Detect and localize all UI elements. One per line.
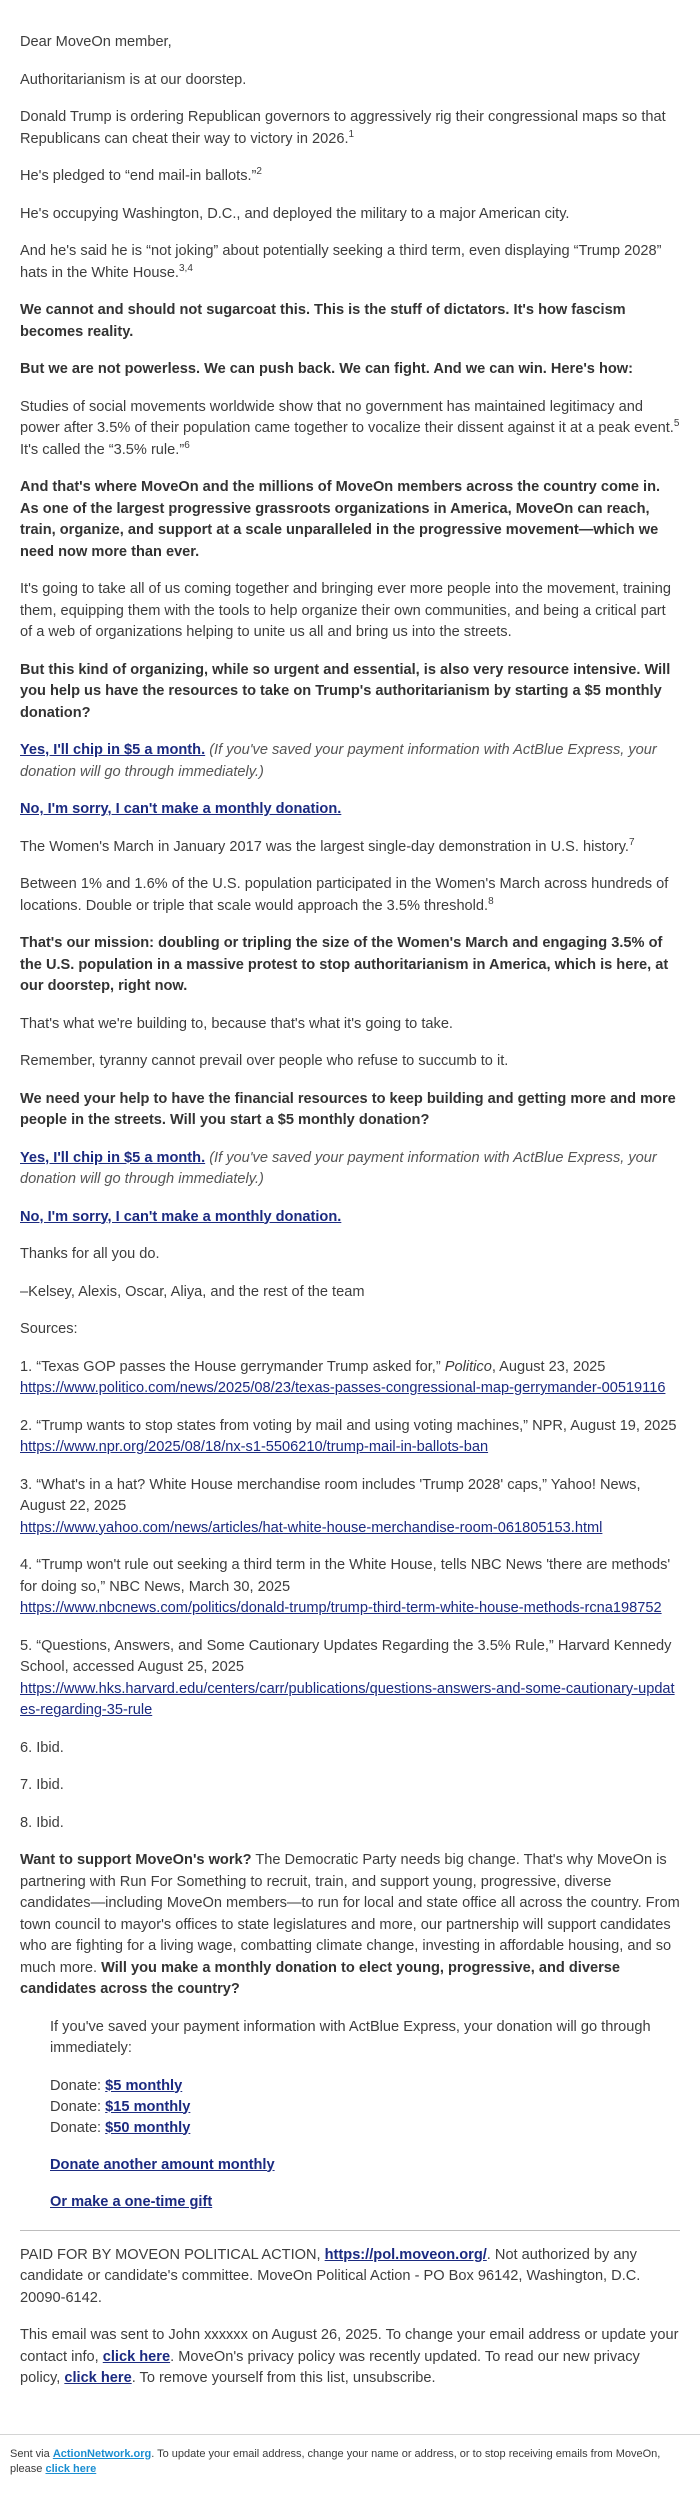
paragraph-financial-ask: We need your help to have the financial resources to keep building and getting more and more people in the streets. Will you start a $5 monthly donation? <box>20 1090 676 1128</box>
source-item: 5. “Questions, Answers, and Some Cautionary Updates Regarding the 3.5% Rule,” Harvard Kennedy School, accessed August 25, 2025 https://www.hks.harvard.edu/centers/carr/publications/questions-answers-and-some-cautionary-updates-regarding-35-rule <box>20 1637 675 1718</box>
paragraph-studies: Studies of social movements worldwide show that no government has maintained legitimacy and power after 3.5% of their population came together to vocalize their dissent against it at a peak event.$^5$ It's called the “3.5% rule.”$^6$ <box>20 398 680 458</box>
source-item: 1. “Texas GOP passes the House gerrymander Trump asked for,” Politico, August 23, 2025 https://www.politico.com/news/2025/08/23/texas-passes-congressional-map-gerrymander-00519116 <box>20 1358 666 1396</box>
donate-row: Donate: $5 monthly <box>50 2077 183 2094</box>
source-link[interactable]: https://www.nbcnews.com/politics/donald-trump/trump-third-term-white-house-methods-rcna198752 <box>20 1600 662 1616</box>
source-item: 8. Ibid. <box>20 1814 64 1831</box>
source-item: 2. “Trump wants to stop states from voting by mail and using voting machines,” NPR, August 19, 2025 https://www.npr.org/2025/08/18/nx-s1-5506210/trump-mail-in-ballots-ban <box>20 1417 677 1455</box>
donate-row: Donate: $50 monthly <box>50 2119 191 2136</box>
donate-note: If you've saved your payment information with ActBlue Express, your donation will go through immediately: <box>50 2018 651 2056</box>
one-time-row <box>50 2192 680 2214</box>
footnote-ref: 2 <box>256 166 262 178</box>
footer: Sent via ActionNetwork.org. To update your email address, change your name or address, or to stop receiving emails from MoveOn, please click here <box>0 2434 700 2497</box>
paragraph-tyranny: Remember, tyranny cannot prevail over people who refuse to succumb to it. <box>20 1053 509 1069</box>
paid-for-disclaimer: PAID FOR BY MOVEON POLITICAL ACTION, https://pol.moveon.org/. Not authorized by any candidate or candidate's committee. MoveOn Political Action - PO Box 96142, Washington, D.C. 20090-6142. <box>20 2246 641 2306</box>
paragraph-doorstep: Authoritarianism is at our doorstep. <box>20 71 247 88</box>
source-item: 3. “What's in a hat? White House merchandise room includes 'Trump 2028' caps,” Yahoo! News, August 22, 2025 https://www.yahoo.com/news/articles/hat-white-house-merchandise-room-061805153.html <box>20 1476 641 1536</box>
privacy-policy-link[interactable]: click here <box>64 2370 132 2386</box>
footnote-ref: 6 <box>184 439 190 451</box>
moveon-pol-link[interactable]: https://pol.moveon.org/ <box>324 2246 487 2263</box>
paragraph-occupying: He's occupying Washington, D.C., and deployed the military to a major American city. <box>20 205 570 222</box>
actblue-note-2: (If you've saved your payment information with ActBlue Express, your donation will go through immediately.) <box>20 1149 657 1187</box>
donate-another-amount-link[interactable]: Donate another amount monthly <box>50 2156 275 2173</box>
signature: –Kelsey, Alexis, Oscar, Aliya, and the rest of the team <box>20 1283 365 1300</box>
sources-list <box>20 1357 680 1835</box>
paragraph-resource-ask: But this kind of organizing, while so urgent and essential, is also very resource intensive. Will you help us have the resources to take on Trump's authoritarianism by starting a $5 monthly donation? <box>20 661 671 721</box>
donate-5-monthly-link[interactable]: $5 monthly <box>105 2077 183 2094</box>
paragraph-mission: That's our mission: doubling or tripling the size of the Women's March and engaging 3.5% of the U.S. population in a massive protest to stop authoritarianism in America, which is here, at our doorstep, right now. <box>20 935 669 994</box>
footer-click-here-link[interactable]: click here <box>45 2462 97 2475</box>
source-link[interactable]: https://www.hks.harvard.edu/centers/carr/publications/questions-answers-and-some-cautionary-updates-regarding-35-rule <box>20 1680 675 1718</box>
greeting: Dear MoveOn member, <box>20 34 172 50</box>
chip-in-5-monthly-link[interactable]: Yes, I'll chip in $5 a month. <box>20 742 206 758</box>
donate-another-row <box>50 2155 680 2177</box>
decline-monthly-link[interactable]: No, I'm sorry, I can't make a monthly donation. <box>20 801 342 817</box>
chip-in-5-monthly-link-2[interactable]: Yes, I'll chip in $5 a month. <box>20 1149 206 1166</box>
update-contact-link[interactable]: click here <box>102 2348 171 2365</box>
paragraph-womens-march: The Women's March in January 2017 was the largest single-day demonstration in U.S. history.$^7$ <box>20 836 635 855</box>
footnote-ref: 5 <box>673 418 680 430</box>
donate-15-monthly-link[interactable]: $15 monthly <box>105 2098 191 2115</box>
source-link[interactable]: https://www.yahoo.com/news/articles/hat-white-house-merchandise-room-061805153.html <box>20 1519 603 1536</box>
decline-monthly-link-2[interactable]: No, I'm sorry, I can't make a monthly donation. <box>20 1208 342 1225</box>
paragraph-third-term: And he's said he is “not joking” about potentially seeking a third term, even displaying “Trump 2028” hats in the White House.$^{3,4}$ <box>20 243 662 281</box>
cta-yes-block <box>20 740 680 783</box>
divider <box>20 2230 680 2231</box>
source-link[interactable]: https://www.npr.org/2025/08/18/nx-s1-5506210/trump-mail-in-ballots-ban <box>20 1439 489 1455</box>
footnote-ref: 3,4 <box>179 262 193 274</box>
paragraph-moveon-role: And that's where MoveOn and the millions of MoveOn members across the country come in. As one of the largest progressive grassroots organizations in America, MoveOn can reach, train, organize, and support at a scale unparalleled in the progressive movement—which we need now more than ever. <box>20 479 661 560</box>
source-link[interactable]: https://www.politico.com/news/2025/08/23/texas-passes-congressional-map-gerrymander-00519116 <box>20 1380 666 1396</box>
support-paragraph: Want to support MoveOn's work? The Democratic Party needs big change. That's why MoveOn is partnering with Run For Something to recruit, train, and support young, progressive, diverse candidates—including MoveOn members—to run for local and state office all across the country. From town council to mayor's offices to state legislatures and more, our partnership will support candidates who are fighting for a living wage, combatting climate change, investing in affordable housing, and so much more. Will you make a monthly donation to elect young, progressive, and diverse candidates across the country? <box>20 1852 680 1997</box>
paragraph-thanks: Thanks for all you do. <box>20 1246 160 1262</box>
source-item: 4. “Trump won't rule out seeking a third term in the White House, tells NBC News 'there are methods' for doing so,” NBC News, March 30, 2025 https://www.nbcnews.com/politics/donald-trump/trump-third-term-white-house-methods-rcna198752 <box>20 1557 671 1616</box>
source-item: 7. Ibid. <box>20 1777 64 1793</box>
donate-50-monthly-link[interactable]: $50 monthly <box>105 2119 191 2136</box>
action-network-link[interactable]: ActionNetwork.org <box>52 2447 152 2460</box>
cta-no-block-2 <box>20 1207 680 1229</box>
actblue-note: (If you've saved your payment information with ActBlue Express, your donation will go through immediately.) <box>20 742 657 780</box>
sources-label: Sources: <box>20 1321 78 1337</box>
footnote-ref: 8 <box>488 895 494 907</box>
donate-block <box>20 2017 680 2214</box>
sent-to-notice: This email was sent to John xxxxxx on August 26, 2025. To change your email address or update your contact info, click here. MoveOn's privacy policy was recently updated. To read our new privacy policy, click here. To remove yourself from this list, unsubscribe. <box>20 2327 679 2386</box>
one-time-gift-link[interactable]: Or make a one-time gift <box>50 2194 213 2210</box>
footnote-ref: 1 <box>348 128 355 140</box>
donate-row: Donate: $15 monthly <box>50 2098 191 2115</box>
source-item: 6. Ibid. <box>20 1739 64 1756</box>
paragraph-maps: Donald Trump is ordering Republican governors to aggressively rig their congressional maps so that Republicans can cheat their way to victory in 2026.$^1$ <box>20 109 666 147</box>
footnote-ref: 7 <box>628 836 635 848</box>
paragraph-take-all: It's going to take all of us coming together and bringing ever more people into the movement, training them, equipping them with the tools to help organize their own communities, and being a critical part of a web of organizations helping to unite us all and bring us into the streets. <box>20 581 671 640</box>
cta-yes-block-2 <box>20 1148 680 1191</box>
paragraph-dictators: We cannot and should not sugarcoat this. This is the stuff of dictators. It's how fascism becomes reality. <box>20 302 626 340</box>
paragraph-ballots: He's pledged to “end mail-in ballots.”$^2$ <box>20 166 262 184</box>
paragraph-not-powerless: But we are not powerless. We can push back. We can fight. And we can win. Here's how: <box>20 361 634 377</box>
cta-no-block <box>20 799 680 821</box>
paragraph-building: That's what we're building to, because that's what it's going to take. <box>20 1015 453 1032</box>
paragraph-participation: Between 1% and 1.6% of the U.S. population participated in the Women's March across hundreds of locations. Double or triple that scale would approach the 3.5% threshold.$^8$ <box>20 876 669 914</box>
